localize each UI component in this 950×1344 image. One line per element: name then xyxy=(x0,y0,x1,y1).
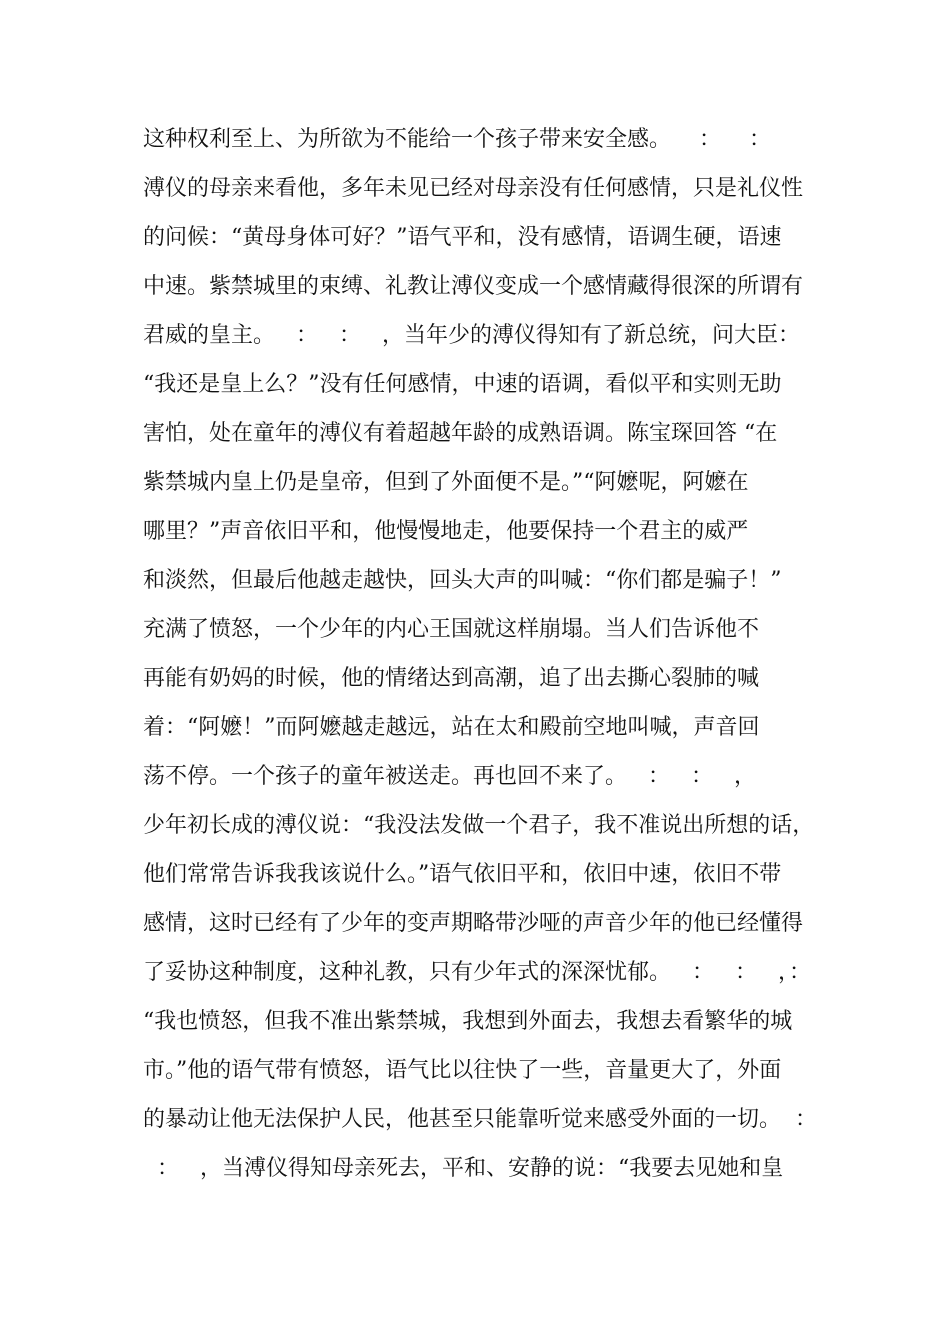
text-line: 和淡然，但最后他越走越快，回头大声的叫喊：“你们都是骗子！” xyxy=(143,568,782,593)
text-line: 的暴动让他无法保护人民，他甚至只能靠听觉来感受外面的一切。 ： xyxy=(143,1107,817,1132)
text-line: 他们常常告诉我我该说什么。”语气依旧平和，依旧中速，依旧不带 xyxy=(143,862,782,887)
text-line: 的问候：“黄母身体可好？”语气平和，没有感情，语调生硬，语速 xyxy=(143,225,782,250)
text-line: “我也愤怒，但我不准出紫禁城，我想到外面去，我想去看繁华的城 xyxy=(143,1009,793,1034)
text-line: 着：“阿嬷！”而阿嬷越走越远，站在太和殿前空地叫喊，声音回 xyxy=(143,715,760,740)
text-line: ： ，当溥仪得知母亲死去，平和、安静的说：“我要去见她和皇 xyxy=(143,1156,784,1181)
text-line: 害怕，处在童年的溥仪有着超越年龄的成熟语调。陈宝琛回答 “在 xyxy=(143,421,778,446)
text-line: 少年初长成的溥仪说：“我没法发做一个君子，我不准说出所想的话， xyxy=(143,813,815,838)
text-line: 充满了愤怒，一个少年的内心王国就这样崩塌。当人们告诉他不 xyxy=(143,617,760,642)
text-line: 溥仪的母亲来看他，多年未见已经对母亲没有任何感情，只是礼仪性 xyxy=(143,176,804,201)
text-line: 中速。紫禁城里的束缚、礼教让溥仪变成一个感情藏得很深的所谓有 xyxy=(143,274,804,299)
text-line: 君威的皇主。 ： ： ，当年少的溥仪得知有了新总统，问大臣： xyxy=(143,323,800,348)
text-line: “我还是皇上么？”没有任何感情，中速的语调，看似平和实则无助 xyxy=(143,372,782,397)
text-line: 市。”他的语气带有愤怒，语气比以往快了一些，音量更大了，外面 xyxy=(143,1058,782,1083)
text-line: 这种权利至上、为所欲为不能给一个孩子带来安全感。 ： ： xyxy=(143,127,771,152)
text-line: 感情，这时已经有了少年的变声期略带沙哑的声音少年的他已经懂得 xyxy=(143,911,804,936)
text-line: 了妥协这种制度，这种礼教，只有少年式的深深忧郁。 ： ： ，： xyxy=(143,960,811,985)
body-text xyxy=(143,115,823,1193)
text-line: 再能有奶妈的时候，他的情绪达到高潮，追了出去撕心裂肺的喊 xyxy=(143,666,760,691)
text-line: 紫禁城内皇上仍是皇帝，但到了外面便不是。”“阿嬷呢，阿嬷在 xyxy=(143,470,749,495)
text-line: 荡不停。一个孩子的童年被送走。再也回不来了。 ： ： ， xyxy=(143,764,756,789)
text-line: 哪里？”声音依旧平和，他慢慢地走，他要保持一个君主的威严 xyxy=(143,519,749,544)
